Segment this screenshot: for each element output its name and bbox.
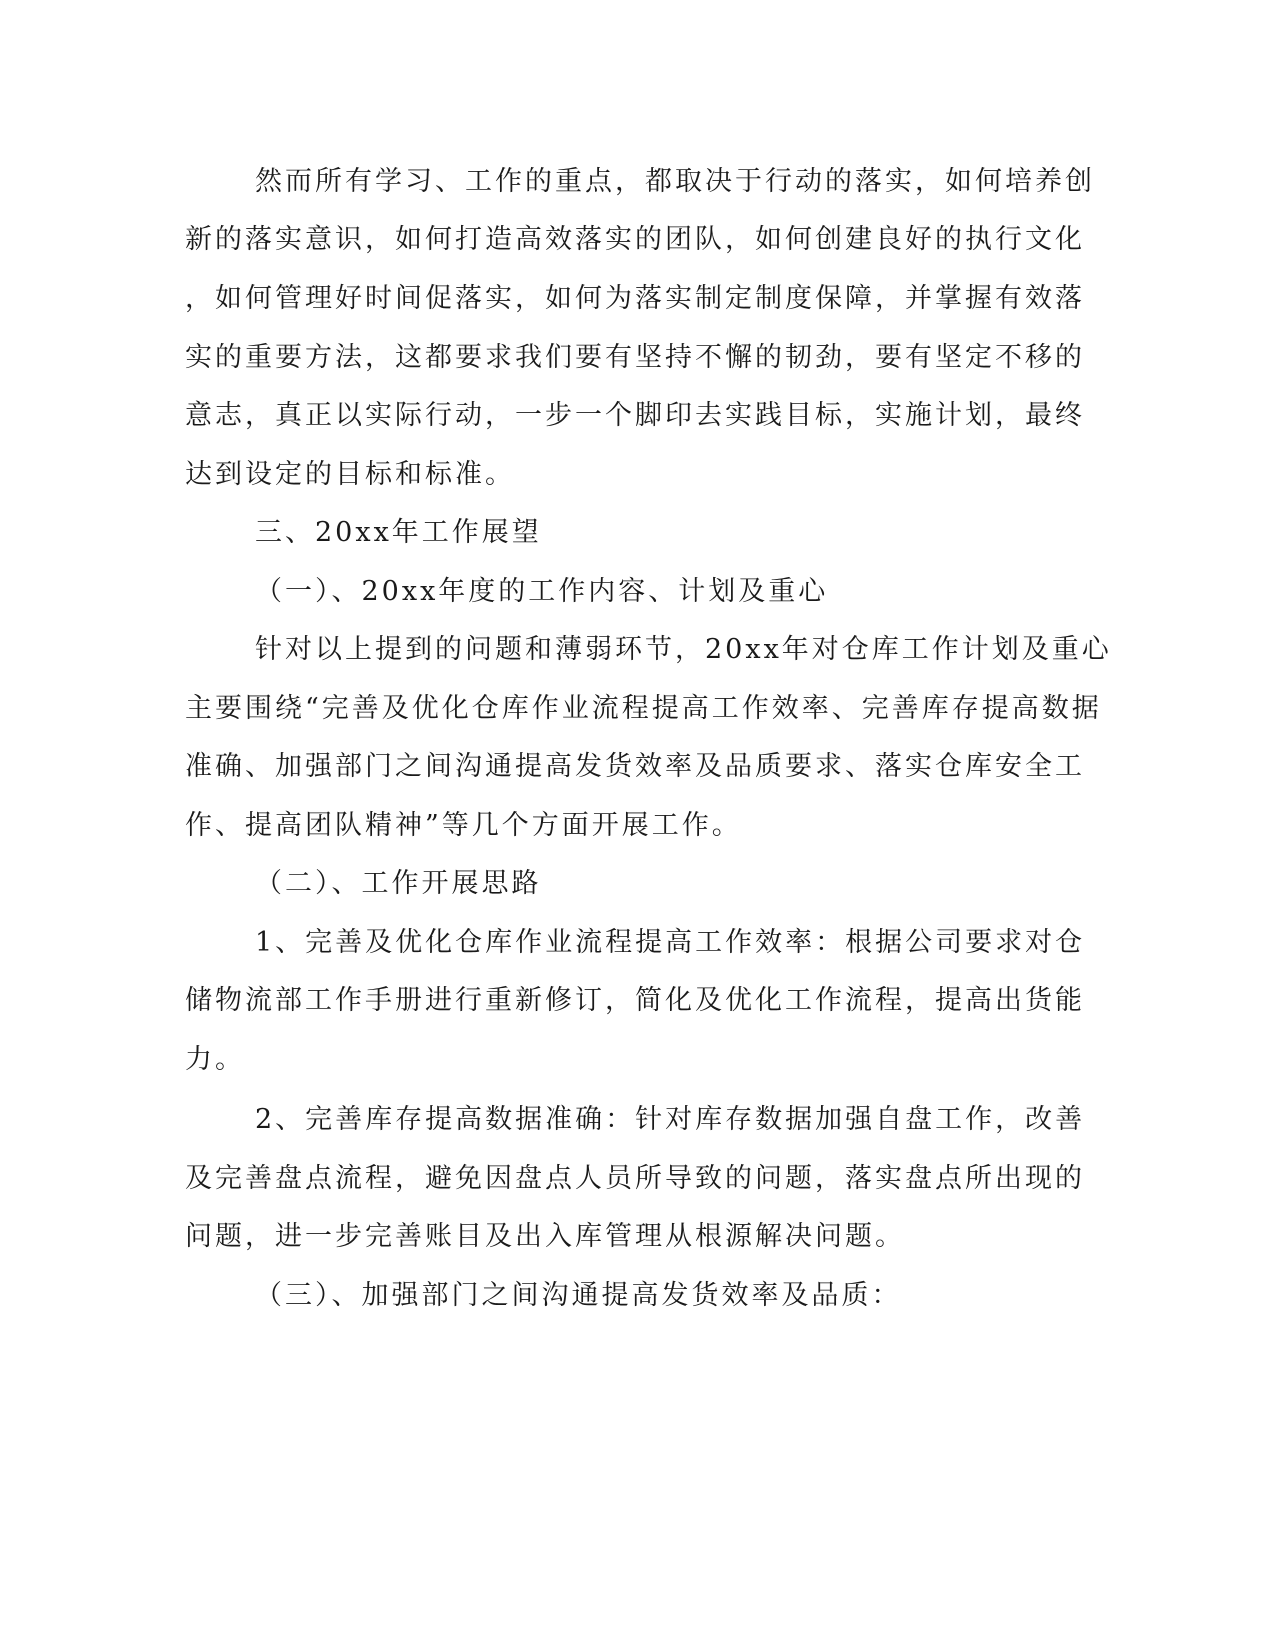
paragraph-line: 及完善盘点流程，避免因盘点人员所导致的问题，落实盘点所出现的 (185, 1163, 1085, 1194)
paragraph-line: 针对以上提到的问题和薄弱环节，20xx年对仓库工作计划及重心 (255, 634, 1112, 665)
paragraph-line: 1、完善及优化仓库作业流程提高工作效率：根据公司要求对仓 (255, 927, 1086, 958)
paragraph-line: 实的重要方法，这都要求我们要有坚持不懈的韧劲，要有坚定不移的 (185, 342, 1085, 373)
section-heading: 三、20xx年工作展望 (255, 517, 542, 548)
paragraph-line: 意志，真正以实际行动，一步一个脚印去实践目标，实施计划，最终 (185, 400, 1085, 431)
paragraph-line: 2、完善库存提高数据准确：针对库存数据加强自盘工作，改善 (255, 1104, 1086, 1135)
paragraph-line: 新的落实意识，如何打造高效落实的团队，如何创建良好的执行文化 (185, 224, 1085, 255)
subsection-heading: （二）、工作开展思路 (255, 868, 542, 899)
paragraph-line: ，如何管理好时间促落实，如何为落实制定制度保障，并掌握有效落 (185, 283, 1085, 314)
paragraph-line: 力。 (185, 1044, 245, 1075)
paragraph-line: 问题，进一步完善账目及出入库管理从根源解决问题。 (185, 1221, 905, 1252)
paragraph-line: 准确、加强部门之间沟通提高发货效率及品质要求、落实仓库安全工 (185, 751, 1085, 782)
paragraph-line: 作、提高团队精神”等几个方面开展工作。 (185, 810, 742, 841)
paragraph-line: 然而所有学习、工作的重点，都取决于行动的落实，如何培养创 (255, 166, 1095, 197)
paragraph-line: 主要围绕“完善及优化仓库作业流程提高工作效率、完善库存提高数据 (185, 693, 1102, 724)
subsection-heading: （一）、20xx年度的工作内容、计划及重心 (255, 576, 829, 607)
subsection-heading: （三）、加强部门之间沟通提高发货效率及品质： (255, 1280, 902, 1311)
paragraph-line: 储物流部工作手册进行重新修订，简化及优化工作流程，提高出货能 (185, 985, 1085, 1016)
paragraph-line: 达到设定的目标和标准。 (185, 459, 515, 490)
